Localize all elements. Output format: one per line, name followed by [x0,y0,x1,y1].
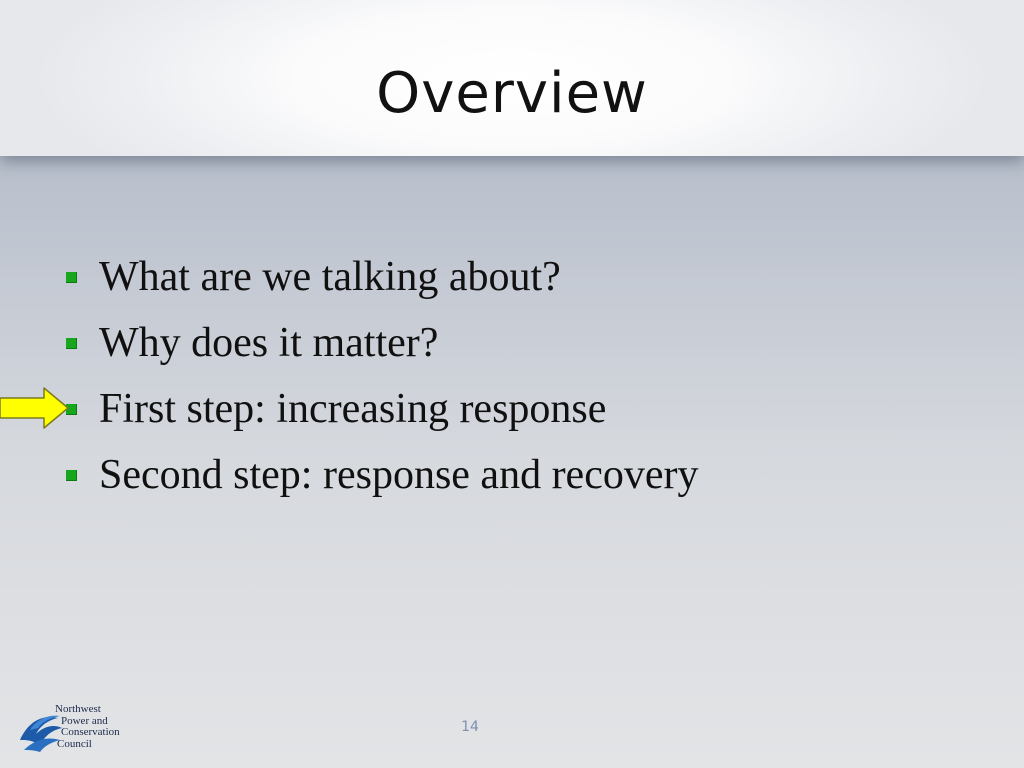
square-bullet-icon [66,272,77,283]
bullet-item [66,442,698,508]
bullet-text: First step: increasing response [99,386,607,432]
logo-line: Power and [61,714,108,727]
bullet-text: Why does it matter? [99,320,439,366]
bullet-item [66,244,698,310]
slide-title: Overview [376,61,648,126]
bullet-text: Second step: response and recovery [99,452,699,498]
square-bullet-icon [66,338,77,349]
bullet-text: What are we talking about? [99,254,561,300]
bullet-list [66,244,698,508]
logo-line: Conservation [61,726,120,738]
bullet-item [66,376,698,442]
organization-logo-text [55,704,120,750]
logo-line: Northwest [55,703,101,715]
page-number: 14 [461,719,479,735]
square-bullet-icon [66,470,77,481]
logo-line: Council [57,737,92,750]
current-item-arrow-icon [0,386,70,430]
bullet-item [66,310,698,376]
